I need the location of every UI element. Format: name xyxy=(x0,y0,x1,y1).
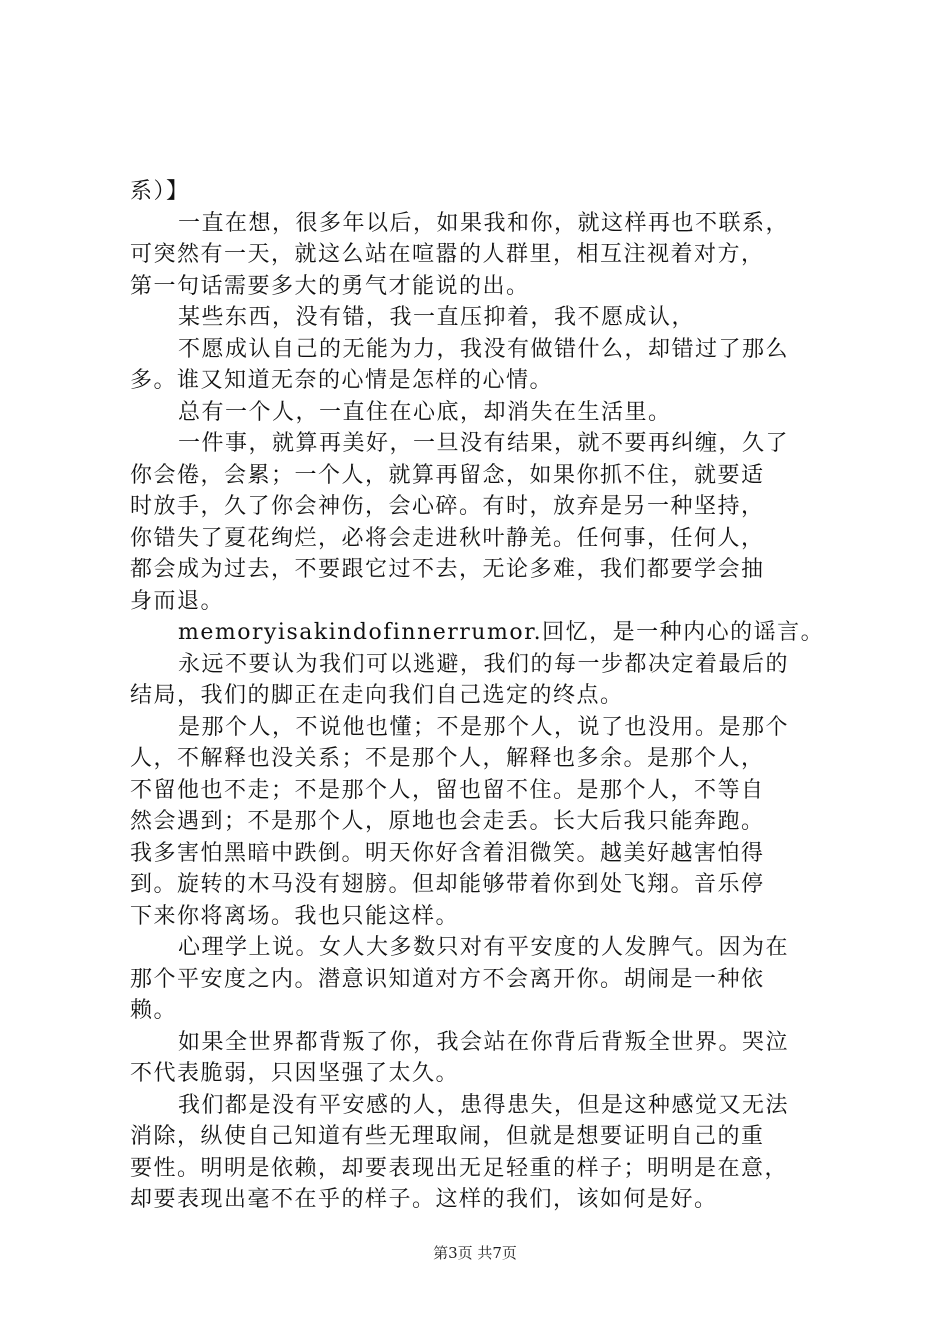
text-line: 系）】 xyxy=(130,179,190,204)
text-line: 你会倦，会累；一个人，就算再留念，如果你抓不住，就要适 xyxy=(130,462,765,488)
text-line: memoryisakindofinnerrumor.回忆，是一种内心的谣言。 xyxy=(178,620,825,645)
text-line: 第一句话需要多大的勇气才能说的出。 xyxy=(130,273,530,299)
text-line: 身而退。 xyxy=(130,588,225,614)
text-line: 多。谁又知道无奈的心情是怎样的心情。 xyxy=(130,368,554,393)
text-line: 都会成为过去，不要跟它过不去，无论多难，我们都要学会抽 xyxy=(130,557,765,582)
page-footer: 第3页 共7页 xyxy=(433,1244,517,1262)
text-line: 我多害怕黑暗中跌倒。明天你好含着泪微笑。越美好越害怕得 xyxy=(130,840,765,866)
text-line: 结局，我们的脚正在走向我们自己选定的终点。 xyxy=(130,683,624,708)
text-line: 不代表脆弱，只因坚强了太久。 xyxy=(130,1061,460,1086)
text-line: 人，不解释也没关系；不是那个人，解释也多余。是那个人， xyxy=(130,746,765,771)
text-line: 然会遇到；不是那个人，原地也会走丢。长大后我只能奔跑。 xyxy=(130,809,765,834)
text-line: 心理学上说。女人大多数只对有平安度的人发脾气。因为在 xyxy=(178,935,790,960)
text-line: 一件事，就算再美好，一旦没有结果，就不要再纠缠，久了 xyxy=(178,431,790,456)
text-line: 却要表现出毫不在乎的样子。这样的我们，该如何是好。 xyxy=(130,1187,718,1212)
text-line: 总有一个人，一直住在心底，却消失在生活里。 xyxy=(178,399,672,425)
text-line: 到。旋转的木马没有翅膀。但却能够带着你到处飞翔。音乐停 xyxy=(130,872,765,897)
document-body xyxy=(130,176,830,1216)
text-line: 我们都是没有平安感的人，患得患失，但是这种感觉又无法 xyxy=(178,1092,790,1118)
text-line: 一直在想，很多年以后，如果我和你，就这样再也不联系， xyxy=(178,210,790,236)
text-line: 如果全世界都背叛了你，我会站在你背后背叛全世界。哭泣 xyxy=(178,1029,790,1055)
text-line: 那个平安度之内。潜意识知道对方不会离开你。胡闹是一种依 xyxy=(130,966,765,992)
text-line: 消除，纵使自己知道有些无理取闹，但就是想要证明自己的重 xyxy=(130,1124,765,1149)
text-line: 某些东西，没有错，我一直压抑着，我不愿成认， xyxy=(178,305,696,330)
text-line: 可突然有一天，就这么站在喧嚣的人群里，相互注视着对方， xyxy=(130,242,765,267)
text-line: 要性。明明是依赖，却要表现出无足轻重的样子；明明是在意， xyxy=(130,1155,789,1181)
text-line: 你错失了夏花绚烂，必将会走进秋叶静羌。任何事，任何人， xyxy=(130,525,765,551)
text-line: 不留他也不走；不是那个人，留也留不住。是那个人，不等自 xyxy=(130,777,765,803)
text-line: 赖。 xyxy=(130,998,178,1023)
text-line: 下来你将离场。我也只能这样。 xyxy=(130,903,460,929)
text-line: 时放手，久了你会神伤，会心碎。有时，放弃是另一种坚持， xyxy=(130,494,765,519)
text-line: 不愿成认自己的无能为力，我没有做错什么，却错过了那么 xyxy=(178,336,790,362)
text-line: 永远不要认为我们可以逃避，我们的每一步都决定着最后的 xyxy=(178,651,790,677)
text-line: 是那个人，不说他也懂；不是那个人，说了也没用。是那个 xyxy=(178,714,790,740)
